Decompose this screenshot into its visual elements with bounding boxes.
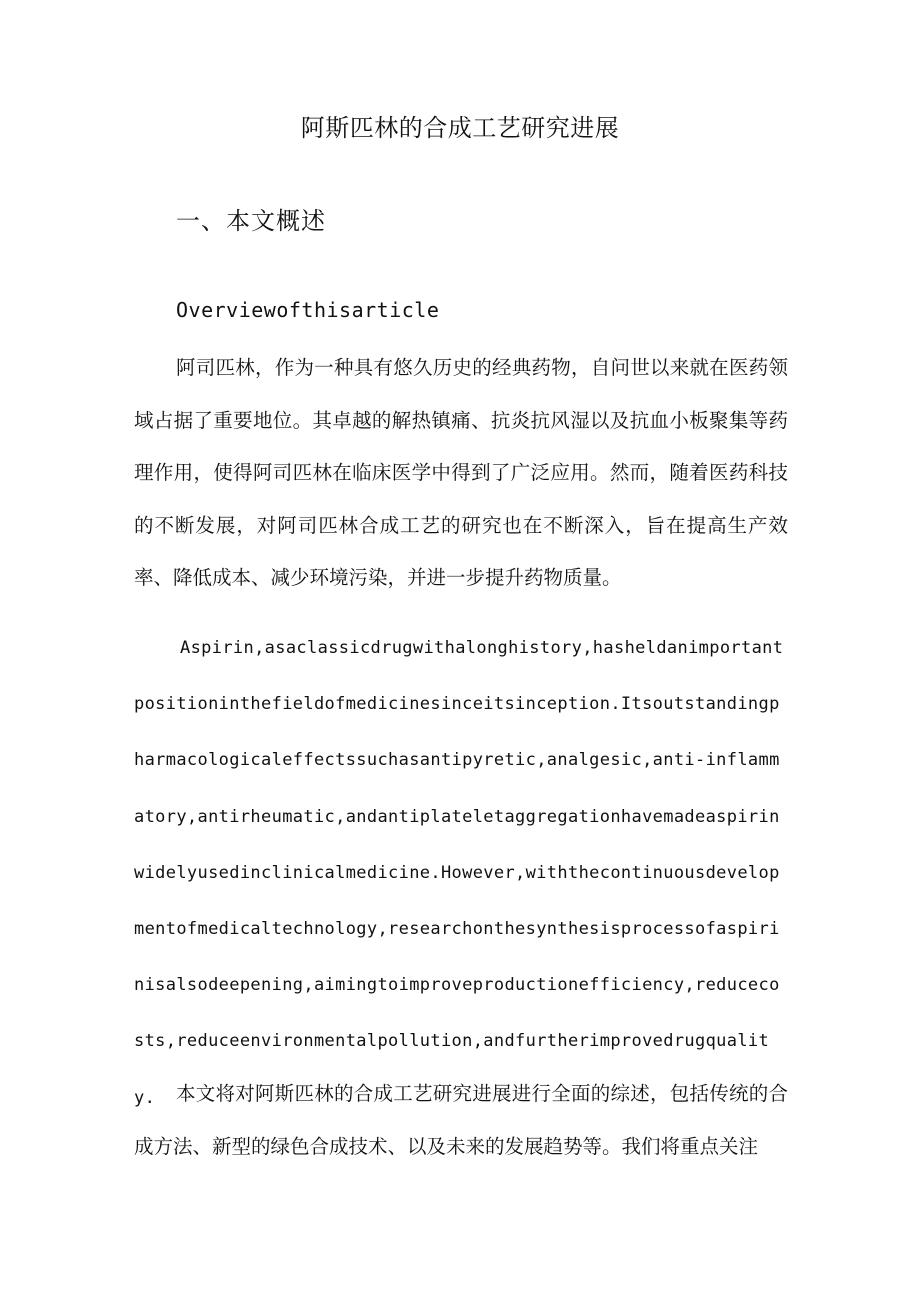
section-heading: 一、本文概述 xyxy=(176,207,326,235)
page-title: 阿斯匹林的合成工艺研究进展 xyxy=(300,114,620,142)
paragraph-intro-english: Aspirin,asaclassicdrugwithalonghistory,hasheldanimportantpositioninthefieldofmedicinesinceitsinception.Itsoutstandingpharmacologicaleffectssuchasantipyretic,analgesic,anti-inflammatory,antirheumatic,andantiplateletaggregationhavemadeaspirinwidelyusedinclinicalmedicine.However,withthecontinuousdevelopmentofmedicaltechnology,researchonthesynthesisprocessofaspirinisalsodeepening,aimingtoimproveproductionefficiency,reducecosts,reduceenvironmentalpollution,andfurtherimprovedrugquality. xyxy=(134,638,784,1108)
section-heading-english: Overviewofthisarticle xyxy=(176,298,440,322)
paragraph-scope-chinese: 本文将对阿斯匹林的合成工艺研究进展进行全面的综述，包括传统的合成方法、新型的绿色合成技术、以及未来的发展趋势等。我们将重点关注 xyxy=(134,1082,788,1158)
paragraph-intro-chinese: 阿司匹林，作为一种具有悠久历史的经典药物，自问世以来就在医药领域占据了重要地位。其卓越的解热镇痛、抗炎抗风湿以及抗血小板聚集等药理作用，使得阿司匹林在临床医学中得到了广泛应用。然而，随着医药科技的不断发展，对阿司匹林合成工艺的研究也在不断深入，旨在提高生产效率、降低成本、减少环境污染，并进一步提升药物质量。 xyxy=(134,356,788,590)
